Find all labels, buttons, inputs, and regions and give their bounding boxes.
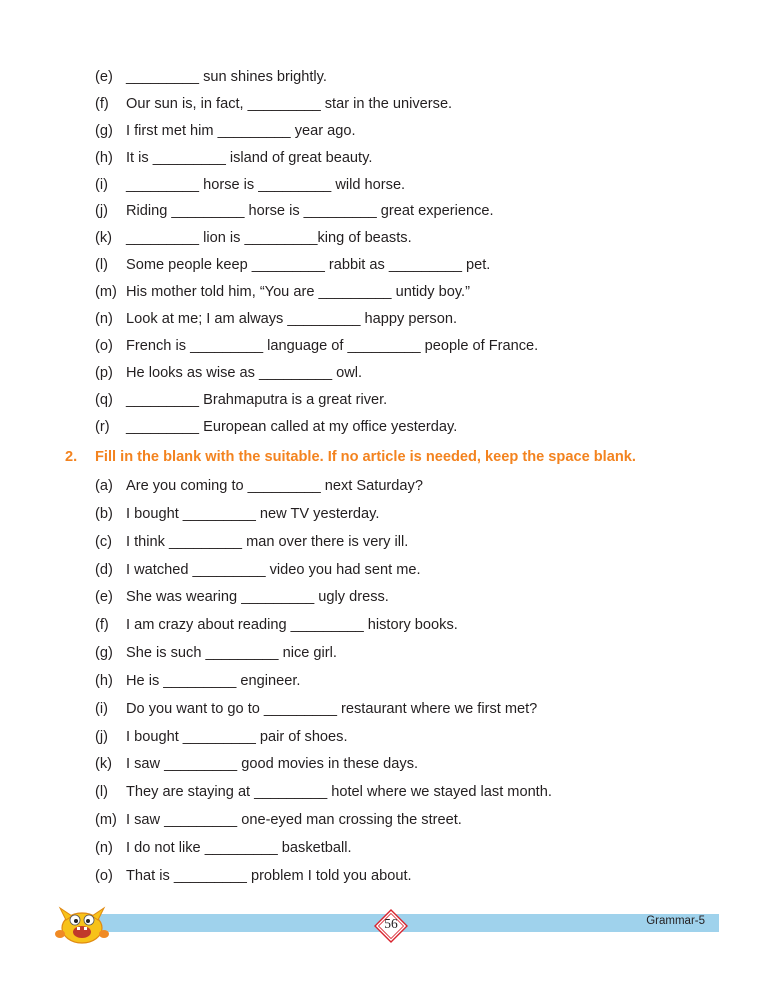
item-text: She was wearing _________ ugly dress. bbox=[126, 589, 389, 606]
item-text: I first met him _________ year ago. bbox=[126, 122, 356, 139]
list-item bbox=[95, 122, 755, 149]
list-item bbox=[95, 700, 755, 728]
item-text: They are staying at _________ hotel where we stayed last month. bbox=[126, 784, 552, 801]
list-item bbox=[95, 588, 755, 616]
item-label: (d) bbox=[95, 561, 113, 578]
item-label: (h) bbox=[95, 149, 113, 166]
exercise-number: 2. bbox=[65, 449, 78, 465]
item-label: (h) bbox=[95, 672, 113, 689]
list-item bbox=[95, 176, 755, 203]
list-item bbox=[95, 418, 755, 445]
item-text: I watched _________ video you had sent me. bbox=[126, 561, 421, 578]
exercise-instruction: Fill in the blank with the suitable. If no article is needed, keep the space blank. bbox=[95, 449, 636, 465]
item-text: I do not like _________ basketball. bbox=[126, 839, 352, 856]
list-item bbox=[95, 229, 755, 256]
item-text: I bought _________ new TV yesterday. bbox=[126, 505, 380, 522]
item-text: I bought _________ pair of shoes. bbox=[126, 728, 348, 745]
item-text: Are you coming to _________ next Saturday? bbox=[126, 478, 423, 494]
list-item bbox=[95, 672, 755, 700]
item-label: (g) bbox=[95, 122, 113, 139]
list-item bbox=[95, 783, 755, 811]
list-item bbox=[95, 95, 755, 122]
item-label: (m) bbox=[95, 812, 117, 829]
item-text: I think _________ man over there is very ill. bbox=[126, 533, 409, 550]
item-text: Our sun is, in fact, _________ star in the universe. bbox=[126, 95, 453, 112]
exercise-1-list bbox=[95, 68, 755, 444]
list-item bbox=[95, 755, 755, 783]
item-text: _________ sun shines brightly. bbox=[126, 69, 327, 85]
list-item bbox=[95, 867, 755, 895]
list-item bbox=[95, 149, 755, 176]
item-text: He is _________ engineer. bbox=[126, 672, 301, 689]
item-label: (n) bbox=[95, 311, 113, 328]
list-item bbox=[95, 839, 755, 867]
item-text: Do you want to go to _________ restaurant where we first met? bbox=[126, 700, 538, 717]
item-label: (m) bbox=[95, 284, 117, 301]
item-text: _________ lion is _________king of beasts. bbox=[126, 230, 412, 247]
item-label: (i) bbox=[95, 176, 108, 193]
item-text: French is _________ language of _________ people of France. bbox=[126, 337, 539, 354]
item-label: (e) bbox=[95, 69, 113, 85]
list-item bbox=[95, 391, 755, 418]
book-title: Grammar-5 bbox=[646, 915, 705, 927]
list-item bbox=[95, 310, 755, 337]
item-text: I saw _________ one-eyed man crossing the street. bbox=[126, 812, 462, 829]
item-text: Some people keep _________ rabbit as _________ pet. bbox=[126, 257, 491, 274]
item-text: I am crazy about reading _________ history books. bbox=[126, 617, 458, 634]
list-item bbox=[95, 283, 755, 310]
item-label: (n) bbox=[95, 839, 113, 856]
item-text: I saw _________ good movies in these days. bbox=[126, 756, 419, 773]
item-label: (i) bbox=[95, 700, 108, 717]
item-text: _________ European called at my office yesterday. bbox=[126, 418, 458, 435]
item-text: He looks as wise as _________ owl. bbox=[126, 364, 363, 381]
list-item bbox=[95, 728, 755, 756]
item-text: _________ horse is _________ wild horse. bbox=[126, 176, 406, 193]
item-text: She is such _________ nice girl. bbox=[126, 645, 337, 662]
item-label: (o) bbox=[95, 337, 113, 354]
item-label: (l) bbox=[95, 257, 108, 274]
item-label: (o) bbox=[95, 867, 113, 884]
item-label: (k) bbox=[95, 230, 113, 247]
list-item bbox=[95, 68, 755, 95]
item-label: (r) bbox=[95, 418, 110, 435]
item-label: (p) bbox=[95, 364, 113, 381]
item-text: _________ Brahmaputra is a great river. bbox=[126, 391, 388, 408]
item-text: Riding _________ horse is _________ great experience. bbox=[126, 203, 494, 220]
item-label: (k) bbox=[95, 756, 113, 773]
page-number: 56 bbox=[384, 916, 398, 931]
item-label: (f) bbox=[95, 95, 109, 112]
item-text: His mother told him, “You are _________ untidy boy.” bbox=[126, 284, 470, 301]
list-item bbox=[95, 616, 755, 644]
list-item bbox=[95, 202, 755, 229]
item-label: (f) bbox=[95, 617, 109, 634]
item-label: (j) bbox=[95, 728, 108, 745]
item-label: (q) bbox=[95, 391, 113, 408]
exercise-2-list bbox=[95, 477, 755, 895]
list-item bbox=[95, 505, 755, 533]
item-text: Look at me; I am always _________ happy person. bbox=[126, 311, 458, 328]
list-item bbox=[95, 364, 755, 391]
list-item bbox=[95, 644, 755, 672]
item-text: It is _________ island of great beauty. bbox=[126, 149, 373, 166]
item-label: (e) bbox=[95, 589, 113, 606]
item-label: (g) bbox=[95, 645, 113, 662]
item-label: (j) bbox=[95, 203, 108, 220]
item-label: (c) bbox=[95, 533, 113, 550]
item-label: (l) bbox=[95, 784, 108, 801]
item-label: (a) bbox=[95, 478, 113, 494]
list-item bbox=[95, 337, 755, 364]
list-item bbox=[95, 811, 755, 839]
list-item bbox=[95, 477, 755, 505]
mascot-icon bbox=[50, 896, 114, 946]
list-item bbox=[95, 561, 755, 589]
item-label: (b) bbox=[95, 505, 113, 522]
list-item bbox=[95, 533, 755, 561]
list-item bbox=[95, 256, 755, 283]
item-text: That is _________ problem I told you about. bbox=[126, 867, 412, 884]
